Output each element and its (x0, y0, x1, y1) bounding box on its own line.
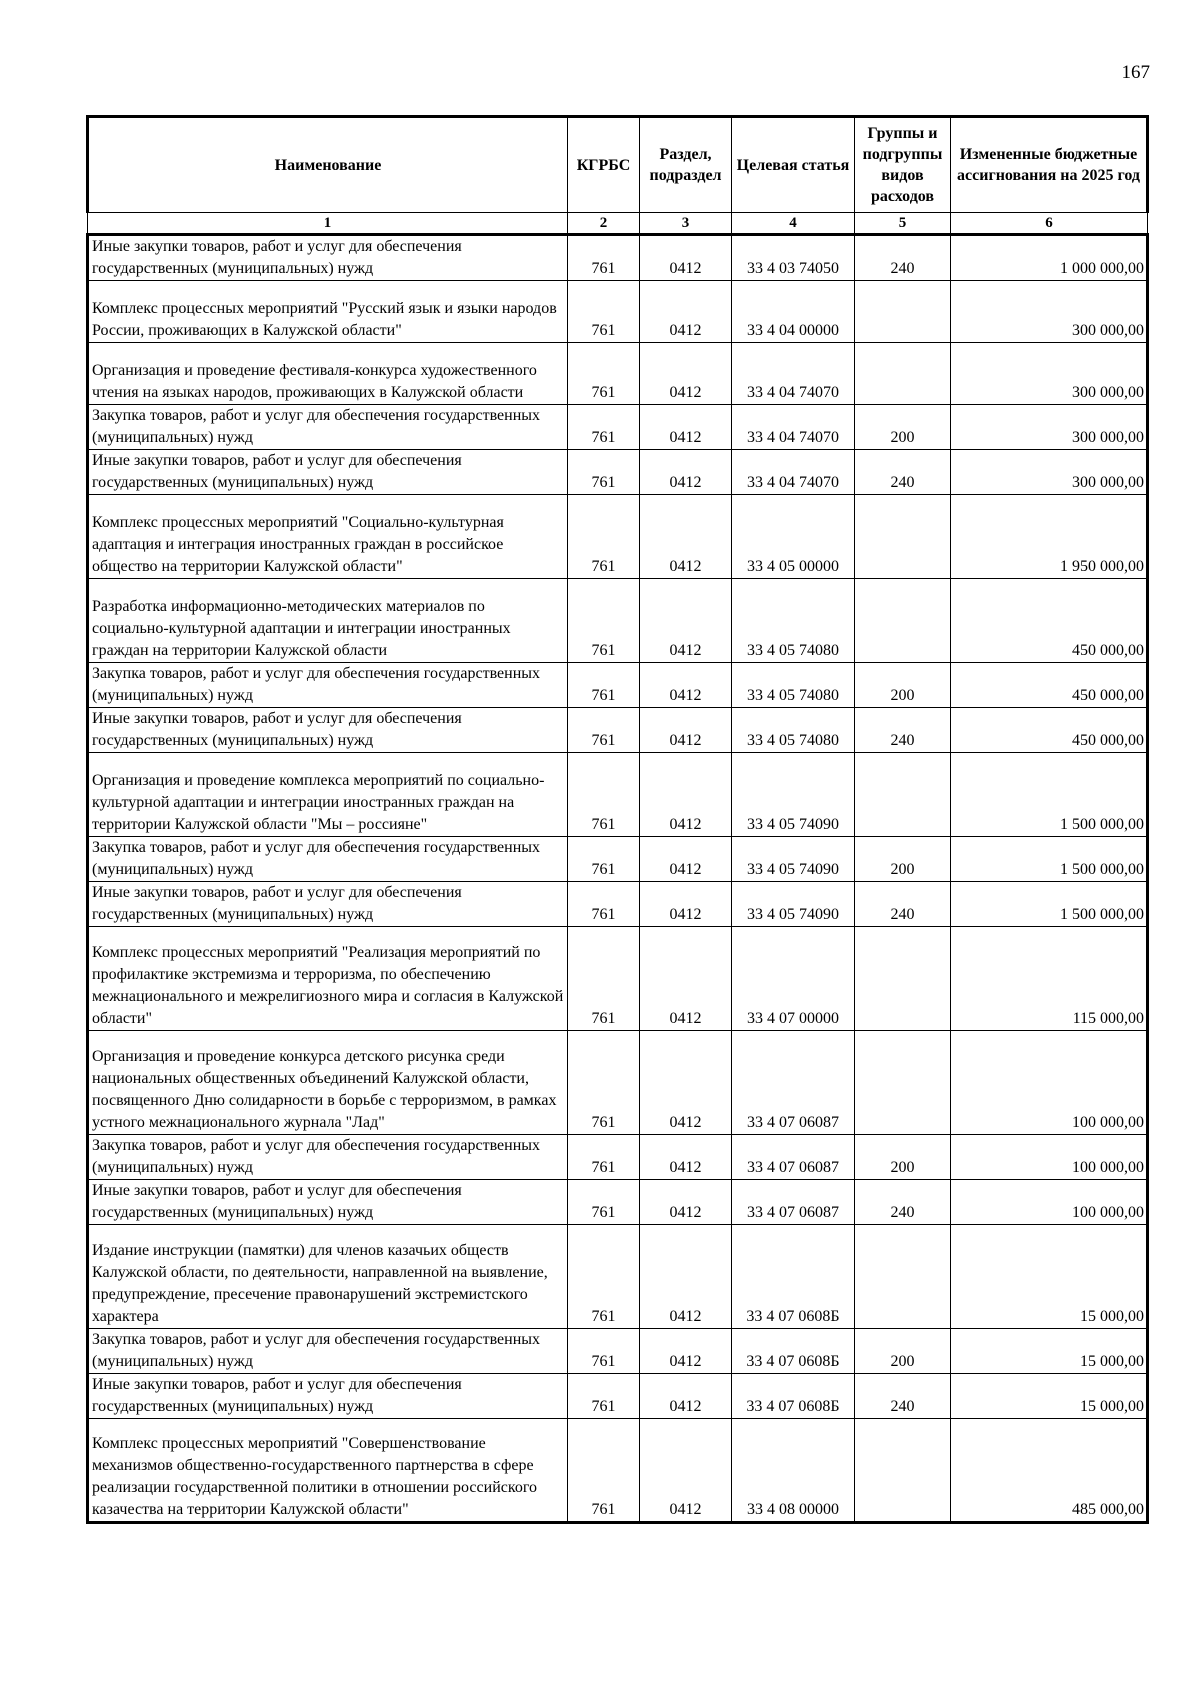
row-razdel: 0412 (640, 1329, 732, 1374)
row-celevaya: 33 4 05 74080 (732, 579, 855, 663)
row-name: Комплекс процессных мероприятий "Социально-культурная адаптация и интеграция иностранных граждан в российское общество на территории Калужской области" (88, 495, 568, 579)
column-number: 2 (568, 213, 640, 235)
row-kgrbs: 761 (568, 708, 640, 753)
row-name: Издание инструкции (памятки) для членов казачьих обществ Калужской области, по деятельности, направленной на выявление, предупреждение, пресечение правонарушений экстремистского характера (88, 1225, 568, 1329)
row-celevaya: 33 4 05 74090 (732, 882, 855, 927)
row-razdel: 0412 (640, 927, 732, 1031)
row-kgrbs: 761 (568, 1135, 640, 1180)
row-gruppa (855, 579, 951, 663)
row-razdel: 0412 (640, 235, 732, 281)
row-celevaya: 33 4 05 74080 (732, 663, 855, 708)
table-row (88, 708, 1148, 753)
row-razdel: 0412 (640, 882, 732, 927)
row-kgrbs: 761 (568, 663, 640, 708)
row-amount: 15 000,00 (951, 1225, 1148, 1329)
row-kgrbs: 761 (568, 450, 640, 495)
row-name: Комплекс процессных мероприятий "Реализация мероприятий по профилактике экстремизма и терроризма, по обеспечению межнационального и межрелигиозного мира и согласия в Калужской области" (88, 927, 568, 1031)
table-row (88, 882, 1148, 927)
row-celevaya: 33 4 07 0608Б (732, 1225, 855, 1329)
row-kgrbs: 761 (568, 281, 640, 343)
row-amount: 100 000,00 (951, 1180, 1148, 1225)
row-name: Комплекс процессных мероприятий "Русский язык и языки народов России, проживающих в Калужской области" (88, 281, 568, 343)
row-gruppa: 240 (855, 1180, 951, 1225)
row-celevaya: 33 4 07 0608Б (732, 1329, 855, 1374)
row-name: Иные закупки товаров, работ и услуг для обеспечения государственных (муниципальных) нужд (88, 882, 568, 927)
row-razdel: 0412 (640, 1180, 732, 1225)
row-name: Разработка информационно-методических материалов по социально-культурной адаптации и интеграции иностранных граждан на территории Калужской области (88, 579, 568, 663)
row-razdel: 0412 (640, 708, 732, 753)
row-amount: 300 000,00 (951, 405, 1148, 450)
column-number: 5 (855, 213, 951, 235)
row-razdel: 0412 (640, 405, 732, 450)
row-amount: 300 000,00 (951, 281, 1148, 343)
row-celevaya: 33 4 05 74090 (732, 753, 855, 837)
row-name: Закупка товаров, работ и услуг для обеспечения государственных (муниципальных) нужд (88, 663, 568, 708)
row-razdel: 0412 (640, 753, 732, 837)
row-amount: 1 500 000,00 (951, 882, 1148, 927)
row-razdel: 0412 (640, 837, 732, 882)
row-celevaya: 33 4 07 0608Б (732, 1374, 855, 1419)
header-gruppa: Группы и подгруппы видов расходов (855, 117, 951, 213)
row-celevaya: 33 4 07 06087 (732, 1180, 855, 1225)
row-gruppa (855, 753, 951, 837)
table-row (88, 927, 1148, 1031)
table-row (88, 235, 1148, 281)
row-celevaya: 33 4 04 00000 (732, 281, 855, 343)
row-gruppa: 200 (855, 837, 951, 882)
column-number-row (88, 213, 1148, 235)
row-gruppa (855, 1031, 951, 1135)
table-row (88, 579, 1148, 663)
table-row (88, 1135, 1148, 1180)
row-razdel: 0412 (640, 579, 732, 663)
row-kgrbs: 761 (568, 1180, 640, 1225)
row-celevaya: 33 4 04 74070 (732, 405, 855, 450)
header-celevaya: Целевая статья (732, 117, 855, 213)
row-amount: 1 000 000,00 (951, 235, 1148, 281)
row-amount: 15 000,00 (951, 1374, 1148, 1419)
row-razdel: 0412 (640, 1374, 732, 1419)
row-razdel: 0412 (640, 1225, 732, 1329)
row-amount: 450 000,00 (951, 663, 1148, 708)
table-row (88, 1031, 1148, 1135)
row-amount: 100 000,00 (951, 1031, 1148, 1135)
row-celevaya: 33 4 03 74050 (732, 235, 855, 281)
table-row (88, 753, 1148, 837)
row-razdel: 0412 (640, 281, 732, 343)
row-razdel: 0412 (640, 450, 732, 495)
row-name: Иные закупки товаров, работ и услуг для обеспечения государственных (муниципальных) нужд (88, 235, 568, 281)
row-name: Иные закупки товаров, работ и услуг для обеспечения государственных (муниципальных) нужд (88, 708, 568, 753)
row-gruppa: 240 (855, 235, 951, 281)
row-celevaya: 33 4 07 00000 (732, 927, 855, 1031)
row-amount: 450 000,00 (951, 579, 1148, 663)
row-amount: 485 000,00 (951, 1419, 1148, 1523)
row-kgrbs: 761 (568, 495, 640, 579)
header-name: Наименование (88, 117, 568, 213)
row-gruppa: 240 (855, 708, 951, 753)
row-celevaya: 33 4 07 06087 (732, 1135, 855, 1180)
header-row (88, 117, 1148, 213)
row-gruppa: 200 (855, 1135, 951, 1180)
row-kgrbs: 761 (568, 235, 640, 281)
table-row (88, 281, 1148, 343)
row-name: Закупка товаров, работ и услуг для обеспечения государственных (муниципальных) нужд (88, 1135, 568, 1180)
row-razdel: 0412 (640, 1419, 732, 1523)
row-gruppa: 240 (855, 882, 951, 927)
row-name: Иные закупки товаров, работ и услуг для обеспечения государственных (муниципальных) нужд (88, 450, 568, 495)
row-celevaya: 33 4 05 00000 (732, 495, 855, 579)
header-kgrbs: КГРБС (568, 117, 640, 213)
row-kgrbs: 761 (568, 837, 640, 882)
table-row (88, 1419, 1148, 1523)
row-celevaya: 33 4 07 06087 (732, 1031, 855, 1135)
row-name: Иные закупки товаров, работ и услуг для обеспечения государственных (муниципальных) нужд (88, 1180, 568, 1225)
table-row (88, 837, 1148, 882)
row-gruppa: 200 (855, 1329, 951, 1374)
row-gruppa: 200 (855, 405, 951, 450)
row-celevaya: 33 4 08 00000 (732, 1419, 855, 1523)
budget-table (86, 115, 1149, 1524)
row-amount: 300 000,00 (951, 450, 1148, 495)
row-kgrbs: 761 (568, 753, 640, 837)
table-row (88, 1180, 1148, 1225)
row-kgrbs: 761 (568, 1329, 640, 1374)
row-kgrbs: 761 (568, 1225, 640, 1329)
column-number: 1 (88, 213, 568, 235)
column-number: 3 (640, 213, 732, 235)
row-amount: 100 000,00 (951, 1135, 1148, 1180)
row-gruppa: 240 (855, 450, 951, 495)
row-kgrbs: 761 (568, 1374, 640, 1419)
row-razdel: 0412 (640, 1135, 732, 1180)
row-gruppa: 240 (855, 1374, 951, 1419)
table-row (88, 1329, 1148, 1374)
table-row (88, 495, 1148, 579)
row-gruppa (855, 281, 951, 343)
table-body (88, 235, 1148, 1523)
column-number: 6 (951, 213, 1148, 235)
row-amount: 1 950 000,00 (951, 495, 1148, 579)
row-celevaya: 33 4 04 74070 (732, 343, 855, 405)
row-amount: 115 000,00 (951, 927, 1148, 1031)
table-row (88, 1374, 1148, 1419)
row-amount: 1 500 000,00 (951, 753, 1148, 837)
header-razdel: Раздел, подраздел (640, 117, 732, 213)
row-name: Организация и проведение конкурса детского рисунка среди национальных общественных объединений Калужской области, посвященного Дню солидарности в борьбе с терроризмом, в рамках устного межнационального журнала "Лад" (88, 1031, 568, 1135)
row-gruppa (855, 343, 951, 405)
row-kgrbs: 761 (568, 405, 640, 450)
row-amount: 450 000,00 (951, 708, 1148, 753)
row-gruppa: 200 (855, 663, 951, 708)
table-row (88, 343, 1148, 405)
header-amount: Измененные бюджетные ассигнования на 2025 год (951, 117, 1148, 213)
row-kgrbs: 761 (568, 1419, 640, 1523)
row-celevaya: 33 4 04 74070 (732, 450, 855, 495)
row-kgrbs: 761 (568, 1031, 640, 1135)
row-name: Комплекс процессных мероприятий "Совершенствование механизмов общественно-государственного партнерства в сфере реализации государственной политики в отношении российского казачества на территории Калужской области" (88, 1419, 568, 1523)
row-gruppa (855, 1419, 951, 1523)
row-amount: 15 000,00 (951, 1329, 1148, 1374)
row-gruppa (855, 1225, 951, 1329)
table-row (88, 450, 1148, 495)
column-number: 4 (732, 213, 855, 235)
page-number: 167 (1121, 62, 1150, 83)
row-celevaya: 33 4 05 74090 (732, 837, 855, 882)
table-row (88, 405, 1148, 450)
row-kgrbs: 761 (568, 927, 640, 1031)
row-kgrbs: 761 (568, 343, 640, 405)
row-name: Закупка товаров, работ и услуг для обеспечения государственных (муниципальных) нужд (88, 405, 568, 450)
row-razdel: 0412 (640, 343, 732, 405)
row-razdel: 0412 (640, 495, 732, 579)
row-razdel: 0412 (640, 1031, 732, 1135)
row-name: Организация и проведение фестиваля-конкурса художественного чтения на языках народов, проживающих в Калужской области (88, 343, 568, 405)
row-gruppa (855, 927, 951, 1031)
row-amount: 1 500 000,00 (951, 837, 1148, 882)
table-row (88, 663, 1148, 708)
row-kgrbs: 761 (568, 882, 640, 927)
row-kgrbs: 761 (568, 579, 640, 663)
row-razdel: 0412 (640, 663, 732, 708)
table-row (88, 1225, 1148, 1329)
row-name: Иные закупки товаров, работ и услуг для обеспечения государственных (муниципальных) нужд (88, 1374, 568, 1419)
row-name: Закупка товаров, работ и услуг для обеспечения государственных (муниципальных) нужд (88, 837, 568, 882)
row-amount: 300 000,00 (951, 343, 1148, 405)
row-gruppa (855, 495, 951, 579)
row-name: Организация и проведение комплекса мероприятий по социально-культурной адаптации и интеграции иностранных граждан на территории Калужской области "Мы – россияне" (88, 753, 568, 837)
row-name: Закупка товаров, работ и услуг для обеспечения государственных (муниципальных) нужд (88, 1329, 568, 1374)
row-celevaya: 33 4 05 74080 (732, 708, 855, 753)
